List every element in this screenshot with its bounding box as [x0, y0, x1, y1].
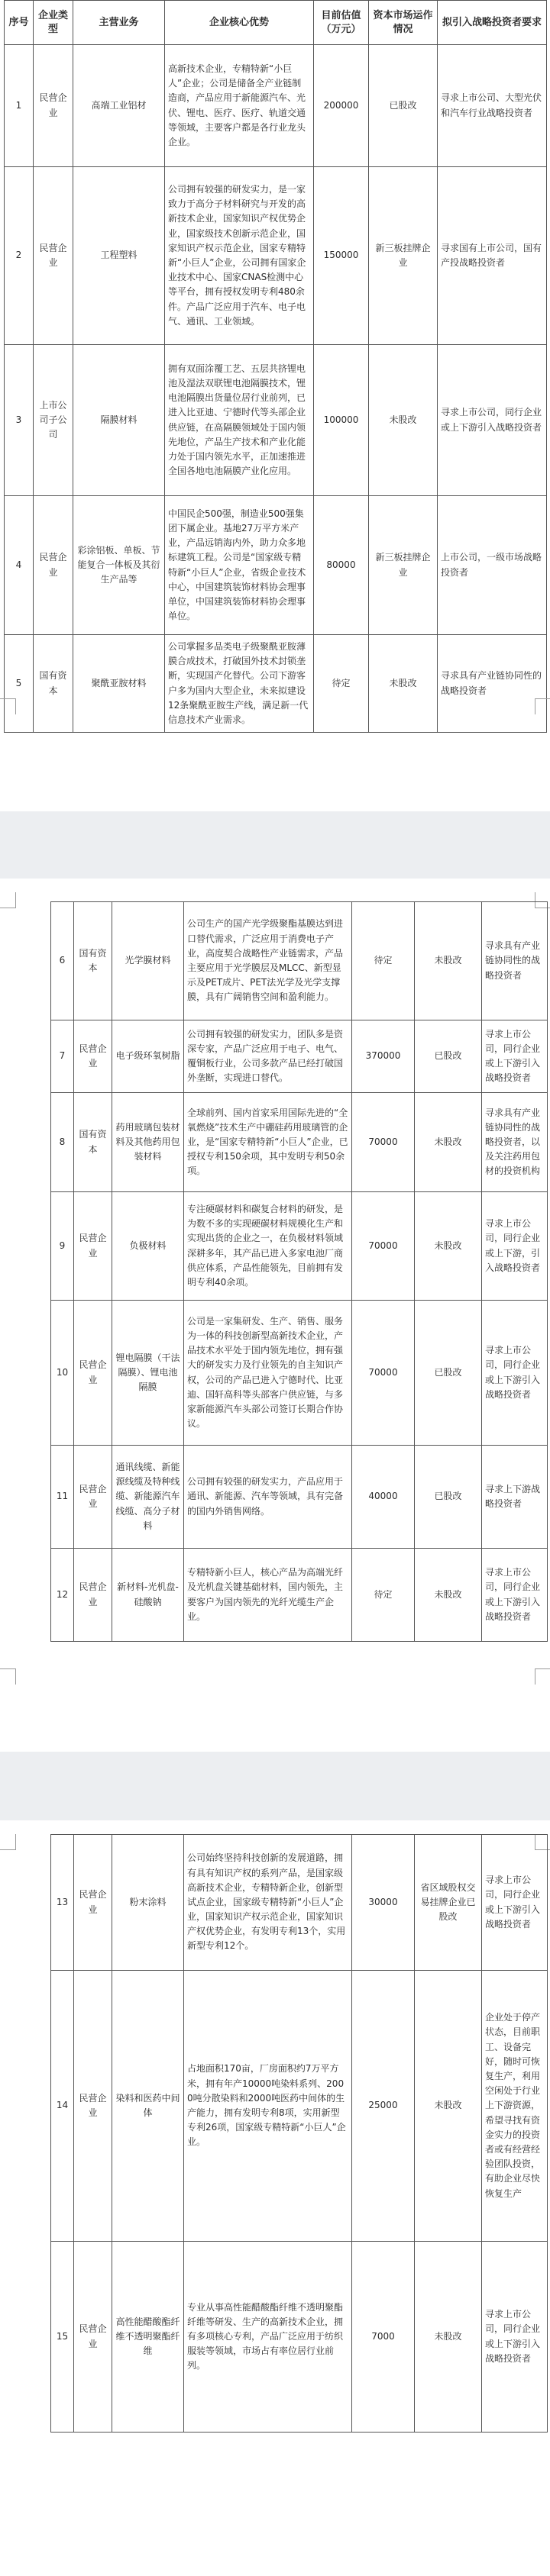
- cell-valuation: 200000: [314, 45, 369, 167]
- cell-main-business: 隔膜材料: [73, 345, 165, 496]
- page-corner-mark: [0, 698, 16, 714]
- cell-company-type: 民营企业: [74, 1971, 112, 2242]
- cell-main-business: 工程塑料: [73, 167, 165, 345]
- header-main-business: 主营业务: [73, 1, 165, 45]
- cell-valuation: 70000: [352, 1093, 415, 1192]
- cell-main-business: 锂电隔膜（干法隔膜）、锂电池隔膜: [112, 1301, 184, 1446]
- cell-main-business: 高性能醋酸酯纤维不透明聚酯纤维: [112, 2242, 184, 2433]
- table-row: [5, 45, 547, 167]
- header-core-advantage: 企业核心优势: [165, 1, 314, 45]
- cell-investor-requirements: 寻求上市公司，同行企业或上下游引入战略投资者: [438, 345, 547, 496]
- cell-main-business: 新材料-光机盘-硅酸钠: [112, 1549, 184, 1642]
- cell-valuation: 370000: [352, 1020, 415, 1093]
- cell-investor-requirements: 寻求具有产业链协同性的战略投资者，以及关注药用包材的投资机构: [482, 1093, 548, 1192]
- cell-seq: 10: [51, 1301, 74, 1446]
- cell-core-advantage: 公司拥有较强的研发实力，产品应用于通讯、新能源、汽车等领域，具有完备的国内外销售网络。: [184, 1446, 352, 1549]
- cell-company-type: 民营企业: [34, 45, 73, 167]
- cell-capital-market: 已股改: [415, 1020, 482, 1093]
- cell-investor-requirements: 上市公司，一级市场战略投资者: [438, 496, 547, 635]
- page-corner-mark: [535, 698, 550, 714]
- table-header-row: [5, 1, 547, 45]
- cell-valuation: 7000: [352, 2242, 415, 2433]
- cell-company-type: 国有资本: [74, 902, 112, 1020]
- cell-valuation: 25000: [352, 1971, 415, 2242]
- cell-seq: 9: [51, 1192, 74, 1301]
- cell-valuation: 待定: [352, 902, 415, 1020]
- document-page-3: [0, 1820, 550, 2576]
- cell-core-advantage: 高新技术企业，专精特新“小巨人”企业；公司是储备全产业链制造商，产品应用于新能源汽车、光伏、锂电、医疗、医疗、轨道交通等领域，主要客户都是各行业龙头企业。: [165, 45, 314, 167]
- cell-seq: 11: [51, 1446, 74, 1549]
- cell-capital-market: 已股改: [415, 1301, 482, 1446]
- cell-valuation: 70000: [352, 1301, 415, 1446]
- cell-capital-market: 新三板挂牌企业: [369, 167, 438, 345]
- cell-investor-requirements: 寻求上市公司，同行企业或上下游引入战略投资者: [482, 1020, 548, 1093]
- cell-investor-requirements: 寻求上市公司，同行企业或上下游引入战略投资者: [482, 2242, 548, 2433]
- cell-core-advantage: 公司拥有较强的研发实力，是一家致力于高分子材料研究与开发的高新技术企业，国家知识产权优势企业，国家级技术创新示范企业，国家知识产权示范企业，国家专精特新“小巨人”企业，公司拥有国家企业技术中心、国家CNAS检测中心等平台，拥有授权发明专利480余件。产品广泛应用于汽车、电子电气、通讯、工业领域。: [165, 167, 314, 345]
- investment-table-page-2: [50, 901, 548, 1642]
- cell-main-business: 聚酰亚胺材料: [73, 635, 165, 733]
- document-page-2: [0, 879, 550, 1752]
- cell-main-business: 彩涂铝板、单板、节能复合一体板及其衍生产品等: [73, 496, 165, 635]
- cell-seq: 5: [5, 635, 34, 733]
- cell-valuation: 40000: [352, 1446, 415, 1549]
- table-row: [51, 1549, 548, 1642]
- cell-core-advantage: 公司拥有较强的研发实力，团队多是资深专家，产品广泛应用于电子、电气、覆铜板行业，公司多款产品已经打破国外垄断，实现进口替代。: [184, 1020, 352, 1093]
- page-corner-mark: [0, 1834, 16, 1850]
- cell-seq: 13: [51, 1835, 74, 1971]
- cell-company-type: 民营企业: [74, 1192, 112, 1301]
- table-row: [51, 2242, 548, 2433]
- cell-seq: 3: [5, 345, 34, 496]
- table-row: [51, 1020, 548, 1093]
- table-row: [51, 902, 548, 1020]
- cell-investor-requirements: 寻求国有上市公司，国有产投战略投资者: [438, 167, 547, 345]
- header-investor-requirements: 拟引入战略投资者要求: [438, 1, 547, 45]
- cell-company-type: 上市公司子公司: [34, 345, 73, 496]
- cell-capital-market: 未股改: [415, 1971, 482, 2242]
- cell-investor-requirements: 寻求上市公司，同行企业或上下游引入战略投资者: [482, 1835, 548, 1971]
- investment-table-page-1: [4, 0, 547, 733]
- cell-company-type: 民营企业: [74, 1835, 112, 1971]
- cell-seq: 1: [5, 45, 34, 167]
- cell-valuation: 150000: [314, 167, 369, 345]
- cell-valuation: 70000: [352, 1192, 415, 1301]
- cell-company-type: 民营企业: [74, 1301, 112, 1446]
- investment-table-page-3: [50, 1834, 548, 2433]
- cell-seq: 2: [5, 167, 34, 345]
- table-row: [51, 1301, 548, 1446]
- cell-valuation: 80000: [314, 496, 369, 635]
- cell-company-type: 民营企业: [74, 2242, 112, 2433]
- cell-valuation: 待定: [352, 1549, 415, 1642]
- cell-main-business: 通讯线缆、新能源线缆及特种线缆、新能源汽车线缆、高分子材料: [112, 1446, 184, 1549]
- cell-investor-requirements: 寻求上下游战略投资者: [482, 1446, 548, 1549]
- cell-company-type: 国有资本: [74, 1093, 112, 1192]
- cell-company-type: 民营企业: [34, 496, 73, 635]
- cell-core-advantage: 全球前列、国内首家采用国际先进的“全氧燃烧”技术生产中硼硅药用玻璃管的企业，是“国家专精特新“小巨人”企业，已授权专利150余项，其中发明专利50余项。: [184, 1093, 352, 1192]
- cell-main-business: 负极材料: [112, 1192, 184, 1301]
- document-page-1: [0, 0, 550, 811]
- cell-capital-market: 未股改: [415, 1093, 482, 1192]
- table-row: [51, 1446, 548, 1549]
- cell-company-type: 民营企业: [34, 167, 73, 345]
- cell-seq: 14: [51, 1971, 74, 2242]
- cell-main-business: 光学膜材料: [112, 902, 184, 1020]
- cell-seq: 8: [51, 1093, 74, 1192]
- cell-seq: 7: [51, 1020, 74, 1093]
- page-corner-mark: [535, 1668, 550, 1685]
- cell-valuation: 30000: [352, 1835, 415, 1971]
- cell-main-business: 染料和医药中间体: [112, 1971, 184, 2242]
- header-company-type: 企业类型: [34, 1, 73, 45]
- cell-core-advantage: 占地面积170亩，厂房面积约7万平方米，拥有年产10000吨染料系列、2000吨分散染料和2000吨医药中间体的生产能力，拥有发明专利8项，实用新型专利26项，国家级专精特新“小巨人”企业。: [184, 1971, 352, 2242]
- cell-seq: 15: [51, 2242, 74, 2433]
- cell-company-type: 国有资本: [34, 635, 73, 733]
- cell-core-advantage: 公司始终坚持科技创新的发展道路，拥有具有知识产权的系列产品，是国家级高新技术企业，专精特新企业，创新型试点企业，国家级专精特新“小巨人”企业，国家知识产权示范企业，国家知识产权优势企业，有发明专利13个，实用新型专利12个。: [184, 1835, 352, 1971]
- cell-capital-market: 未股改: [415, 1192, 482, 1301]
- cell-core-advantage: 拥有双面涂覆工艺、五层共挤锂电池及湿法双联锂电池隔膜技术，锂电池隔膜出货量位居行业前列，已进入比亚迪、宁德时代等头部企业供应链，在高隔膜领域处于国内领先地位，产品生产技术和产业化能力处于国内领先水平，正加速推进全国各地电池隔膜产业化应用。: [165, 345, 314, 496]
- cell-core-advantage: 专精特新小巨人，核心产品为高端光纤及光机盘关键基础材料，国内领先，主要客户为国内领先的光纤光缆生产企业。: [184, 1549, 352, 1642]
- cell-investor-requirements: 寻求上市公司，同行企业或上下游，引入战略投资者: [482, 1192, 548, 1301]
- cell-investor-requirements: 企业处于停产状态，目前职工、设备完好，随时可恢复生产，利用空闲处于行业上下游资源，希望寻找有资金实力的投资者或有经营经验团队投资，有助企业尽快恢复生产: [482, 1971, 548, 2242]
- table-row: [5, 496, 547, 635]
- cell-capital-market: 已股改: [369, 45, 438, 167]
- cell-company-type: 民营企业: [74, 1446, 112, 1549]
- cell-capital-market: 已股改: [415, 1446, 482, 1549]
- table-row: [51, 1192, 548, 1301]
- cell-main-business: 粉末涂料: [112, 1835, 184, 1971]
- table-row: [5, 345, 547, 496]
- cell-seq: 6: [51, 902, 74, 1020]
- cell-investor-requirements: 寻求上市公司、大型光伏和汽车行业战略投资者: [438, 45, 547, 167]
- cell-core-advantage: 公司是一家集研发、生产、销售、服务为一体的科技创新型高新技术企业，产品技术水平处于国内领先地位，拥有强大的研发实力及行业领先的自主知识产权，公司的产品已进入宁德时代、比亚迪、国轩高科等头部客户供应链，与多家新能源汽车头部公司签订长期合作协议。: [184, 1301, 352, 1446]
- header-seq: 序号: [5, 1, 34, 45]
- cell-main-business: 药用玻璃包装材料及其他药用包装材料: [112, 1093, 184, 1192]
- cell-capital-market: 未股改: [369, 345, 438, 496]
- cell-valuation: 待定: [314, 635, 369, 733]
- cell-core-advantage: 专业从事高性能醋酸酯纤维不透明聚酯纤维等研发、生产的高新技术企业，拥有多项核心专利，产品广泛应用于纺织服装等领域，市场占有率位居行业前列。: [184, 2242, 352, 2433]
- cell-main-business: 电子级环氧树脂: [112, 1020, 184, 1093]
- cell-seq: 12: [51, 1549, 74, 1642]
- cell-capital-market: 省区域股权交易挂牌企业已股改: [415, 1835, 482, 1971]
- table-row: [5, 167, 547, 345]
- cell-capital-market: 未股改: [415, 2242, 482, 2433]
- cell-investor-requirements: 寻求上市公司，同行企业或上下游引入战略投资者: [482, 1549, 548, 1642]
- cell-company-type: 民营企业: [74, 1549, 112, 1642]
- page-separator: [0, 1752, 550, 1820]
- cell-capital-market: 新三板挂牌企业: [369, 496, 438, 635]
- table-row: [51, 1835, 548, 1971]
- cell-core-advantage: 专注硬碳材料和碳复合材料的研发，是为数不多的实现硬碳材料规模化生产和实现出货的企业之一，在负极材料领域深耕多年，其产品已进入多家电池厂商供应体系，产品性能领先，目前拥有发明专利40余项。: [184, 1192, 352, 1301]
- cell-main-business: 高端工业铝材: [73, 45, 165, 167]
- table-row: [51, 1093, 548, 1192]
- cell-core-advantage: 中国民企500强，制造业500强集团下属企业。基地27万平方米产业，产品远销海内外，助力众多地标建筑工程。公司是“国家级专精特新“小巨人”企业，省级企业技术中心，中国建筑装饰材料协会理事单位，中国建筑装饰材料协会理事单位。: [165, 496, 314, 635]
- page-separator: [0, 811, 550, 879]
- cell-capital-market: 未股改: [415, 1549, 482, 1642]
- header-valuation: 目前估值（万元）: [314, 1, 369, 45]
- header-capital-market: 资本市场运作情况: [369, 1, 438, 45]
- cell-investor-requirements: 寻求上市公司，同行企业或上下游引入战略投资者: [482, 1301, 548, 1446]
- cell-seq: 4: [5, 496, 34, 635]
- cell-core-advantage: 公司生产的国产光学级聚酯基膜达到进口替代需求，广泛应用于消费电子产业，高度契合战略性产业链需求，产品主要应用于光学膜层及MLCC、新型显示及PET成片、PET法光学及光学支撑膜，具有广阔销售空间和盈利能力。: [184, 902, 352, 1020]
- cell-core-advantage: 公司掌握多品类电子级聚酰亚胺薄膜合成技术，打破国外技术封锁垄断，实现国产化替代。公司下游客户多为国内大型企业，未来拟建设12条聚酰亚胺生产线，满足新一代信息技术产业需求。: [165, 635, 314, 733]
- table-row: [5, 635, 547, 733]
- cell-capital-market: 未股改: [415, 902, 482, 1020]
- cell-capital-market: 未股改: [369, 635, 438, 733]
- cell-investor-requirements: 寻求具有产业链协同性的战略投资者: [482, 902, 548, 1020]
- cell-investor-requirements: 寻求具有产业链协同性的战略投资者: [438, 635, 547, 733]
- cell-valuation: 100000: [314, 345, 369, 496]
- table-row: [51, 1971, 548, 2242]
- page-corner-mark: [0, 892, 16, 908]
- page-corner-mark: [0, 1668, 16, 1685]
- cell-company-type: 民营企业: [74, 1020, 112, 1093]
